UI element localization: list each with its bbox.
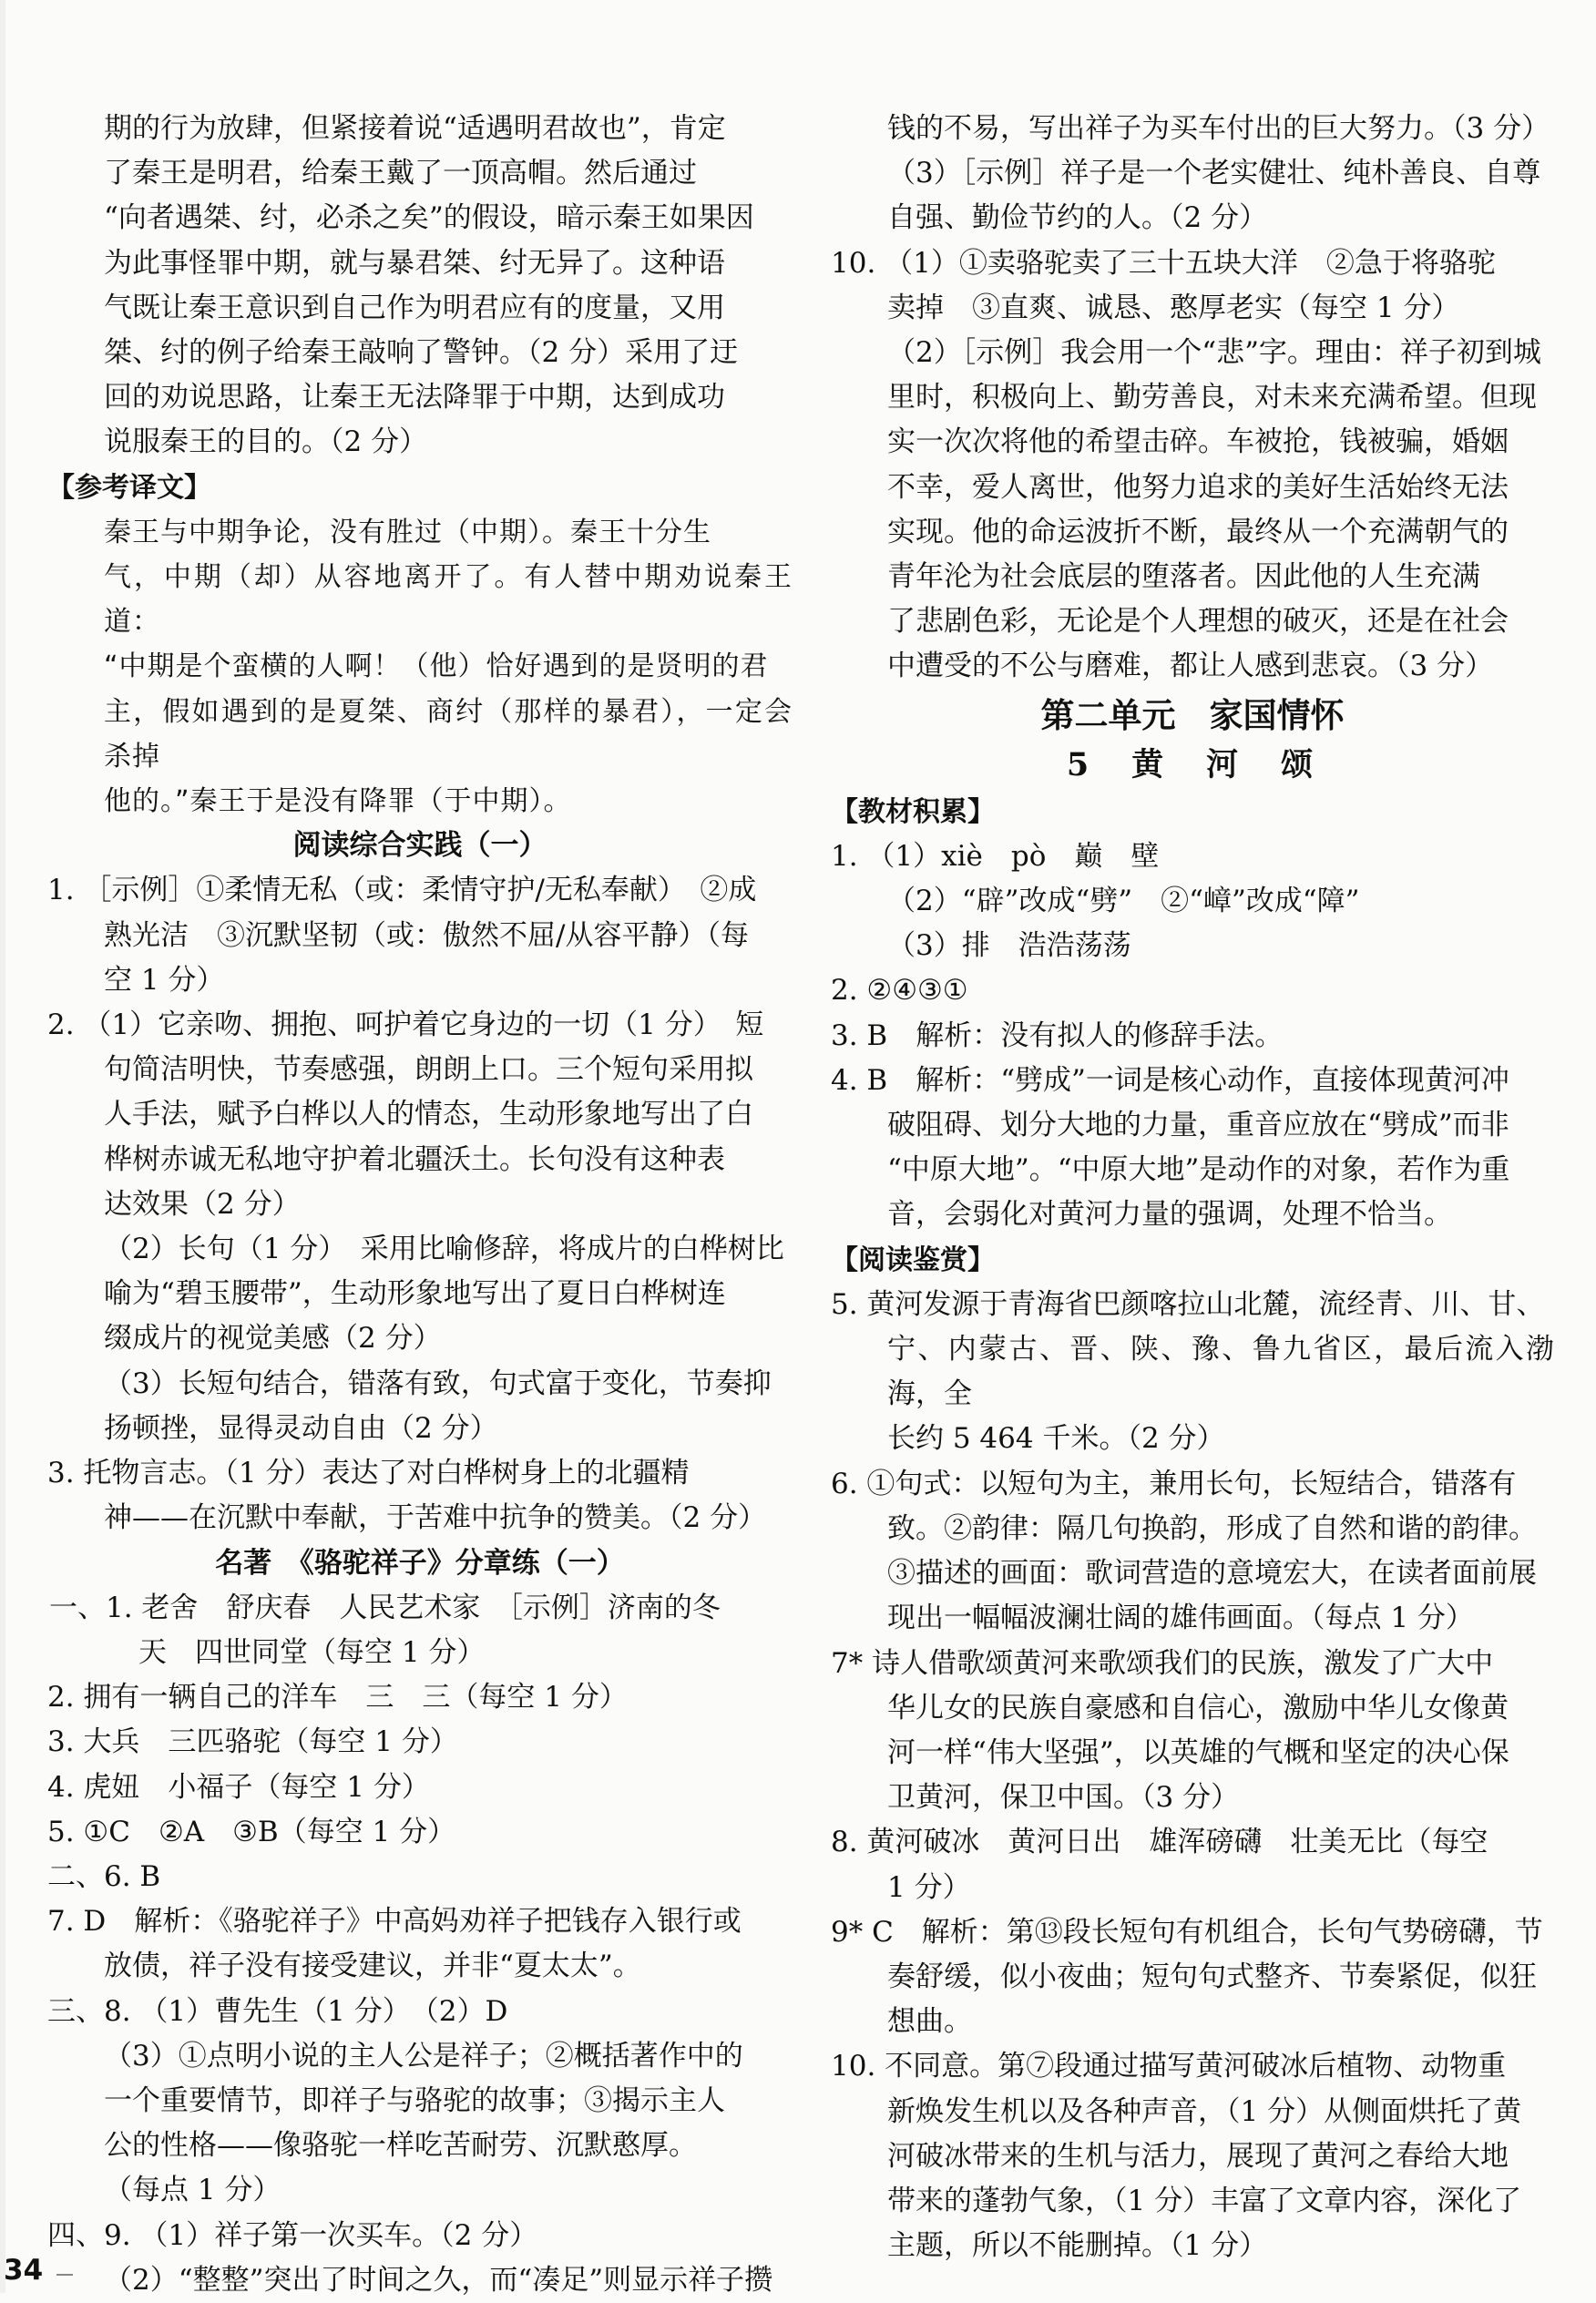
right-line: 实现。他的命运波折不断，最终从一个充满朝气的 [887, 515, 1509, 548]
right-line: 里时，积极向上、勤劳善良，对未来充满希望。但现 [887, 381, 1537, 415]
right-line: 10. （1）①卖骆驼卖了三十五块大洋 ②急于将骆驼 [831, 246, 1496, 280]
right-line: 河破冰带来的生机与活力，展现了黄河之春给大地 [887, 2139, 1509, 2173]
right-line: 第二单元 家国情怀 [1040, 694, 1345, 735]
right-line: 想曲。 [887, 2005, 972, 2039]
left-line: 达效果（2 分） [104, 1187, 301, 1221]
right-line: 4. B 解析：“劈成”一词是核心动作，直接体现黄河冲 [831, 1063, 1509, 1097]
left-line: 3. 大兵 三匹骆驼（每空 1 分） [47, 1725, 458, 1759]
left-line: 2. （1）它亲吻、拥抱、呵护着它身边的一切（1 分） 短 [47, 1008, 764, 1042]
right-line: 破阻碍、划分大地的力量，重音应放在“劈成”而非 [887, 1109, 1509, 1142]
left-line: “向者遇桀、纣，必杀之矣”的假设，暗示秦王如果因 [104, 201, 754, 235]
left-line: 一、1. 老舍 舒庆春 人民艺术家 ［示例］济南的冬 [49, 1591, 721, 1624]
left-line: 气，中期（却）从容地离开了。有人替中期劝说秦王道： [104, 561, 793, 639]
right-line: 3. B 解析：没有拟人的修辞手法。 [831, 1018, 1284, 1052]
right-line: 6. ①句式：以短句为主，兼用长句，长短结合，错落有 [831, 1467, 1517, 1500]
left-line: 空 1 分） [104, 963, 225, 997]
right-line: 卫黄河，保卫中国。（3 分） [887, 1781, 1240, 1815]
right-line: 致。②韵律：隔几句换韵，形成了自然和谐的韵律。 [887, 1511, 1537, 1545]
left-line: 了秦王是明君，给秦王戴了一顶高帽。然后通过 [104, 157, 697, 190]
left-line: “中期是个蛮横的人啊！（他）恰好遇到的是贤明的君 [104, 650, 769, 683]
page-edge [0, 0, 5, 2293]
left-line: 三、8. （1）曹先生（1 分） （2）D [47, 1994, 508, 2028]
right-line: 卖掉 ③直爽、诚恳、憨厚老实（每空 1 分） [887, 291, 1460, 324]
left-line: 缀成片的视觉美感（2 分） [104, 1322, 442, 1356]
left-line: 桦树赤诚无私地守护着北疆沃土。长句没有这种表 [104, 1142, 725, 1176]
left-line: 扬顿挫，显得灵动自由（2 分） [104, 1411, 498, 1445]
right-line: 主题，所以不能删掉。（1 分） [887, 2229, 1268, 2263]
right-line: 8. 黄河破冰 黄河日出 雄浑磅礴 壮美无比（每空 [831, 1826, 1489, 1859]
right-line: （2）［示例］我会用一个“悲”字。理由：祥子初到城 [887, 336, 1541, 370]
left-line: 7. D 解析：《骆驼祥子》中高妈劝祥子把钱存入银行或 [47, 1905, 742, 1939]
page-number-rule [56, 2274, 73, 2276]
left-line: （每点 1 分） [104, 2174, 281, 2207]
left-line: 气既让秦王意识到自己作为明君应有的度量，又用 [104, 291, 725, 324]
right-line: （2）“辟”改成“劈” ②“嶂”改成“障” [887, 885, 1360, 918]
left-line: 1. ［示例］①柔情无私（或：柔情守护/无私奉献） ②成 [47, 874, 757, 907]
left-line: 秦王与中期争论，没有胜过（中期）。秦王十分生 [104, 516, 711, 548]
left-line: 天 四世同堂（每空 1 分） [138, 1635, 486, 1669]
left-line: 3. 托物言志。（1 分）表达了对白桦树身上的北疆精 [47, 1457, 690, 1490]
right-line: 9* C 解析：第⑬段长短句有机组合，长句气势磅礴，节 [831, 1915, 1543, 1949]
left-line: 熟光洁 ③沉默坚韧（或：傲然不屈/从容平静）（每 [104, 918, 749, 952]
right-line: 河一样“伟大坚强”，以英雄的气概和坚定的决心保 [887, 1735, 1509, 1769]
right-line: 7* 诗人借歌颂黄河来歌颂我们的民族，激发了广大中 [831, 1646, 1494, 1680]
right-line: 奏舒缓，似小夜曲；短句句式整齐、节奏紧促，似狂 [887, 1960, 1537, 1993]
left-line: 二、6. B [47, 1859, 161, 1893]
right-line: 1 分） [887, 1870, 971, 1904]
left-line: 主，假如遇到的是夏桀、商纣（那样的暴君），一定会杀掉 [104, 695, 793, 773]
left-line: 喻为“碧玉腰带”，生动形象地写出了夏日白桦树连 [104, 1277, 726, 1311]
left-line: 桀、纣的例子给秦王敲响了警钟。（2 分）采用了迂 [104, 336, 739, 370]
left-line: 期的行为放肆，但紧接着说“适遇明君故也”，肯定 [104, 112, 726, 145]
left-line: 回的劝说思路，让秦王无法降罪于中期，达到成功 [104, 381, 725, 415]
right-line: “中原大地”。“中原大地”是动作的对象，若作为重 [887, 1153, 1510, 1187]
right-line: 实一次次将他的希望击碎。车被抢，钱被骗，婚姻 [887, 425, 1509, 459]
left-column [47, 107, 793, 2303]
left-line: 说服秦王的目的。（2 分） [104, 425, 428, 459]
right-line: （3）排 浩浩荡荡 [887, 929, 1131, 963]
left-line: 放债，祥子没有接受建议，并非“夏太太”。 [104, 1950, 641, 1983]
right-line: 10. 不同意。第⑦段通过描写黄河破冰后植物、动物重 [831, 2050, 1507, 2083]
left-line: （2）“整整”突出了时间之久，而“凑足”则显示祥子攒 [104, 2263, 773, 2297]
left-line: （3）长短句结合，错落有致，句式富于变化，节奏抑 [104, 1366, 772, 1400]
right-line: 中遭受的不公与磨难，都让人感到悲哀。（3 分） [887, 650, 1494, 683]
right-line: 长约 5 464 千米。（2 分） [887, 1422, 1225, 1456]
left-line: 神——在沉默中奉献，于苦难中抗争的赞美。（2 分） [104, 1501, 767, 1535]
left-line: 他的。”秦王于是没有降罪（于中期）。 [104, 785, 572, 818]
right-line: 1. （1）xiè pò 巅 壁 [831, 839, 1160, 873]
left-line: 2. 拥有一辆自己的洋车 三 三（每空 1 分） [47, 1681, 628, 1714]
left-line: 一个重要情节，即祥子与骆驼的故事；③揭示主人 [104, 2083, 725, 2117]
right-line: 5. 黄河发源于青海省巴颜喀拉山北麓，流经青、川、甘、 [831, 1287, 1545, 1321]
left-line: 名著 《骆驼祥子》分章练（一） [215, 1546, 625, 1580]
left-line: 公的性格——像骆驼一样吃苦耐劳、沉默憨厚。 [104, 2129, 697, 2163]
right-line: 青年沦为社会底层的堕落者。因此他的人生充满 [887, 560, 1480, 594]
left-line: 四、9. （1）祥子第一次买车。（2 分） [47, 2218, 538, 2252]
right-line: 现出一幅幅波澜壮阔的雄伟画面。（每点 1 分） [887, 1602, 1474, 1635]
left-line: 【参考译文】 [47, 471, 211, 504]
right-line: 了悲剧色彩，无论是个人理想的破灭，还是在社会 [887, 605, 1509, 639]
left-line: 5. ①C ②A ③B（每空 1 分） [47, 1815, 456, 1848]
right-line: 带来的蓬勃气象，（1 分）丰富了文章内容，深化了 [887, 2184, 1522, 2217]
right-line: 5 黄 河 颂 [1066, 745, 1319, 783]
right-line: 【教材积累】 [831, 795, 995, 828]
left-line: 阅读综合实践（一） [292, 829, 547, 863]
right-line: 不幸，爱人离世，他努力追求的美好生活始终无法 [887, 470, 1509, 504]
left-line: 句简洁明快，节奏感强，朗朗上口。三个短句采用拟 [104, 1053, 753, 1087]
right-line: 钱的不易，写出祥子为买车付出的巨大努力。（3 分） [887, 112, 1550, 145]
left-line: （3）①点明小说的主人公是祥子；②概括著作中的 [104, 2039, 743, 2073]
right-line: 华儿女的民族自豪感和自信心，激励中华儿女像黄 [887, 1691, 1509, 1725]
right-line: 2. ②④③① [831, 974, 968, 1008]
right-line: 自强、勤俭节约的人。（2 分） [887, 201, 1268, 235]
right-line: 音，会弱化对黄河力量的强调，处理不恰当。 [887, 1198, 1452, 1232]
right-column [831, 107, 1554, 2268]
left-line: （2）长句（1 分） 采用比喻修辞，将成片的白桦树比 [104, 1233, 784, 1266]
right-line: 【阅读鉴赏】 [831, 1244, 995, 1276]
right-line: 新焕发生机以及各种声音，（1 分）从侧面烘托了黄 [887, 2094, 1522, 2128]
right-line: ③描述的画面：歌词营造的意境宏大，在读者面前展 [887, 1557, 1537, 1591]
left-line: 人手法，赋予白桦以人的情态，生动形象地写出了白 [104, 1098, 753, 1131]
left-line: 为此事怪罪中期，就与暴君桀、纣无异了。这种语 [104, 246, 725, 280]
page-number: 34 [4, 2254, 44, 2287]
right-line: （3）［示例］祥子是一个老实健壮、纯朴善良、自尊 [887, 157, 1541, 190]
right-line: 宁、内蒙古、晋、陕、豫、鲁九省区，最后流入渤海，全 [887, 1333, 1554, 1411]
left-line: 4. 虎妞 小福子（每空 1 分） [47, 1770, 430, 1804]
